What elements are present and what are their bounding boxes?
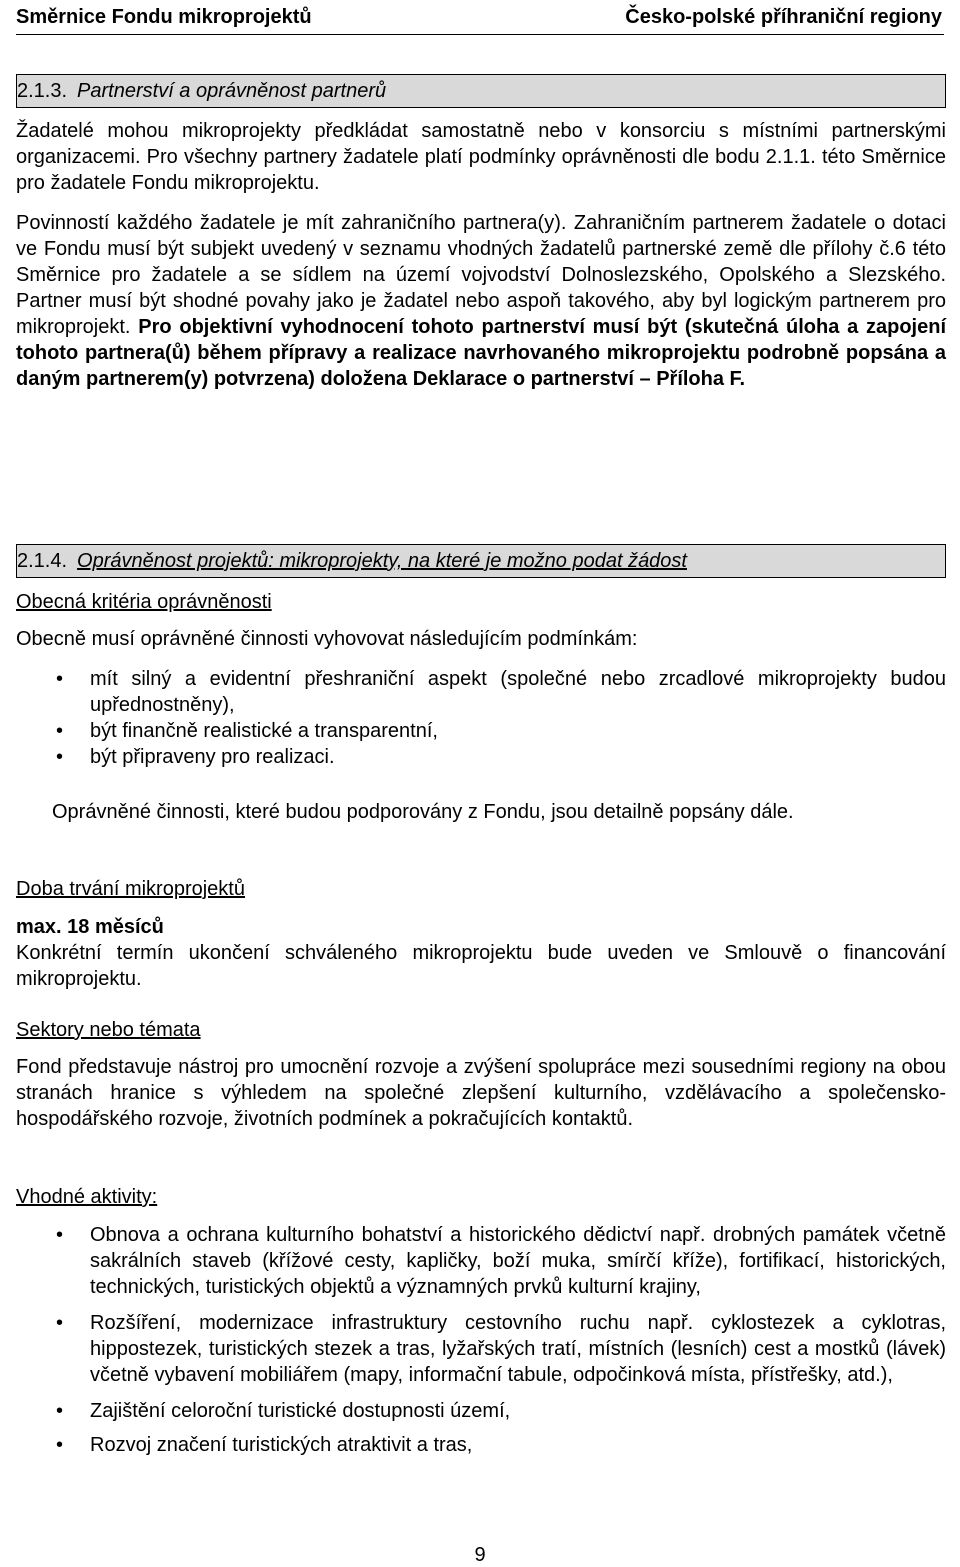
general-criteria-heading: Obecná kritéria oprávněnosti [16, 591, 272, 613]
sectors-heading: Sektory nebo témata [16, 1019, 201, 1041]
list-item: • Obnova a ochrana kulturního bohatství a historického dědictví např. drobných památek včetně sakrálních staveb (křížové cesty, kapličky, boží muka, smírčí kříže), fortifikací, historických, technických, turistických objektů a významných prvků kulturní krajiny, [56, 1224, 946, 1298]
bullet-icon: • [56, 720, 64, 742]
bullet-icon: • [56, 1224, 64, 1246]
duration-heading: Doba trvání mikroprojektů [16, 878, 245, 900]
header-program-title: Česko-polské příhraniční regiony [625, 6, 942, 28]
general-criteria-list [16, 666, 946, 770]
page-number: 9 [474, 1544, 486, 1566]
duration-max: max. 18 měsíců [16, 916, 164, 938]
activities-list [16, 1222, 946, 1458]
duration-text: Konkrétní termín ukončení schváleného mikroprojektu bude uveden ve Smlouvě o financování mikroprojektu. [16, 942, 946, 990]
bullet-icon: • [56, 1434, 64, 1456]
section-2-1-4-heading [16, 544, 946, 578]
section-number: 2.1.4. [17, 550, 68, 572]
activities-heading: Vhodné aktivity: [16, 1186, 158, 1208]
bullet-icon: • [56, 746, 64, 768]
general-criteria-intro: Obecně musí oprávněné činnosti vyhovovat následujícím podmínkám: [16, 628, 638, 650]
foreign-partner-paragraph [16, 210, 946, 392]
sectors-text: Fond představuje nástroj pro umocnění rozvoje a zvýšení spolupráce mezi sousedními regiony na obou stranách hranice s výhledem na společné zlepšení kulturního, vzdělávacího a společensko-hospodářského rozvoje, životních podmínek a pokračujících kontaktů. [16, 1056, 946, 1130]
partnership-declaration-text: Pro objektivní vyhodnocení tohoto partnerství musí být (skutečná úloha a zapojení tohoto partnera(ů) během přípravy a realizace navrhovaného mikroprojektu podrobně popsána a daným partnerem(y) potvrzena) doložena Deklarace o partnerství – Příloha F. [16, 316, 946, 390]
section-title: Oprávněnost projektů: mikroprojekty, na které je možno podat žádost [77, 550, 687, 572]
list-item: • Zajištění celoroční turistické dostupnosti území, [56, 1400, 511, 1422]
partnership-paragraph: Žadatelé mohou mikroprojekty předkládat samostatně nebo v konsorciu s místními partnerskými organizacemi. Pro všechny partnery žadatele platí podmínky oprávněnosti dle bodu 2.1.1. této Směrnice pro žadatele Fondu mikroprojektu. [16, 120, 946, 194]
foreign-partner-text: Povinností každého žadatele je mít zahraničního partnera(y). Zahraničním partnerem žadatele o dotaci ve Fondu musí být subjekt uvedený v seznamu vhodných žadatelů partnerské země dle přílohy č.6 této Směrnice pro žadatele a se sídlem na území vojvodství Dolnoslezského, Opolského a Slezského. Partner musí být shodné povahy jako je žadatel nebo aspoň takového, aby byl logickým partnerem pro mikroprojekt. [16, 212, 946, 338]
list-item: • Rozvoj značení turistických atraktivit a tras, [56, 1434, 473, 1456]
eligible-activities-note: Oprávněné činnosti, které budou podporovány z Fondu, jsou detailně popsány dále. [52, 801, 794, 823]
list-item: • mít silný a evidentní přeshraniční aspekt (společné nebo zrcadlové mikroprojekty budou upřednostněny), [56, 668, 946, 716]
header-document-title: Směrnice Fondu mikroprojektů [16, 6, 312, 28]
page-header [16, 4, 944, 35]
bullet-icon: • [56, 668, 64, 690]
list-item: • být finančně realistické a transparentní, [56, 720, 438, 742]
list-item: • být připraveny pro realizaci. [56, 746, 335, 768]
section-2-1-3-heading [16, 74, 946, 108]
bullet-icon: • [56, 1400, 64, 1422]
section-title: Partnerství a oprávněnost partnerů [77, 80, 387, 102]
section-number: 2.1.3. [17, 80, 68, 102]
list-item: • Rozšíření, modernizace infrastruktury cestovního ruchu např. cyklostezek a cyklotras, hippostezek, turistických stezek a tras, lyžařských tratí, místních (lesních) cest a mostků (lávek) včetně vybavení mobiliářem (mapy, informační tabule, odpočinková místa, přístřešky, atd.), [56, 1312, 946, 1386]
bullet-icon: • [56, 1312, 64, 1334]
